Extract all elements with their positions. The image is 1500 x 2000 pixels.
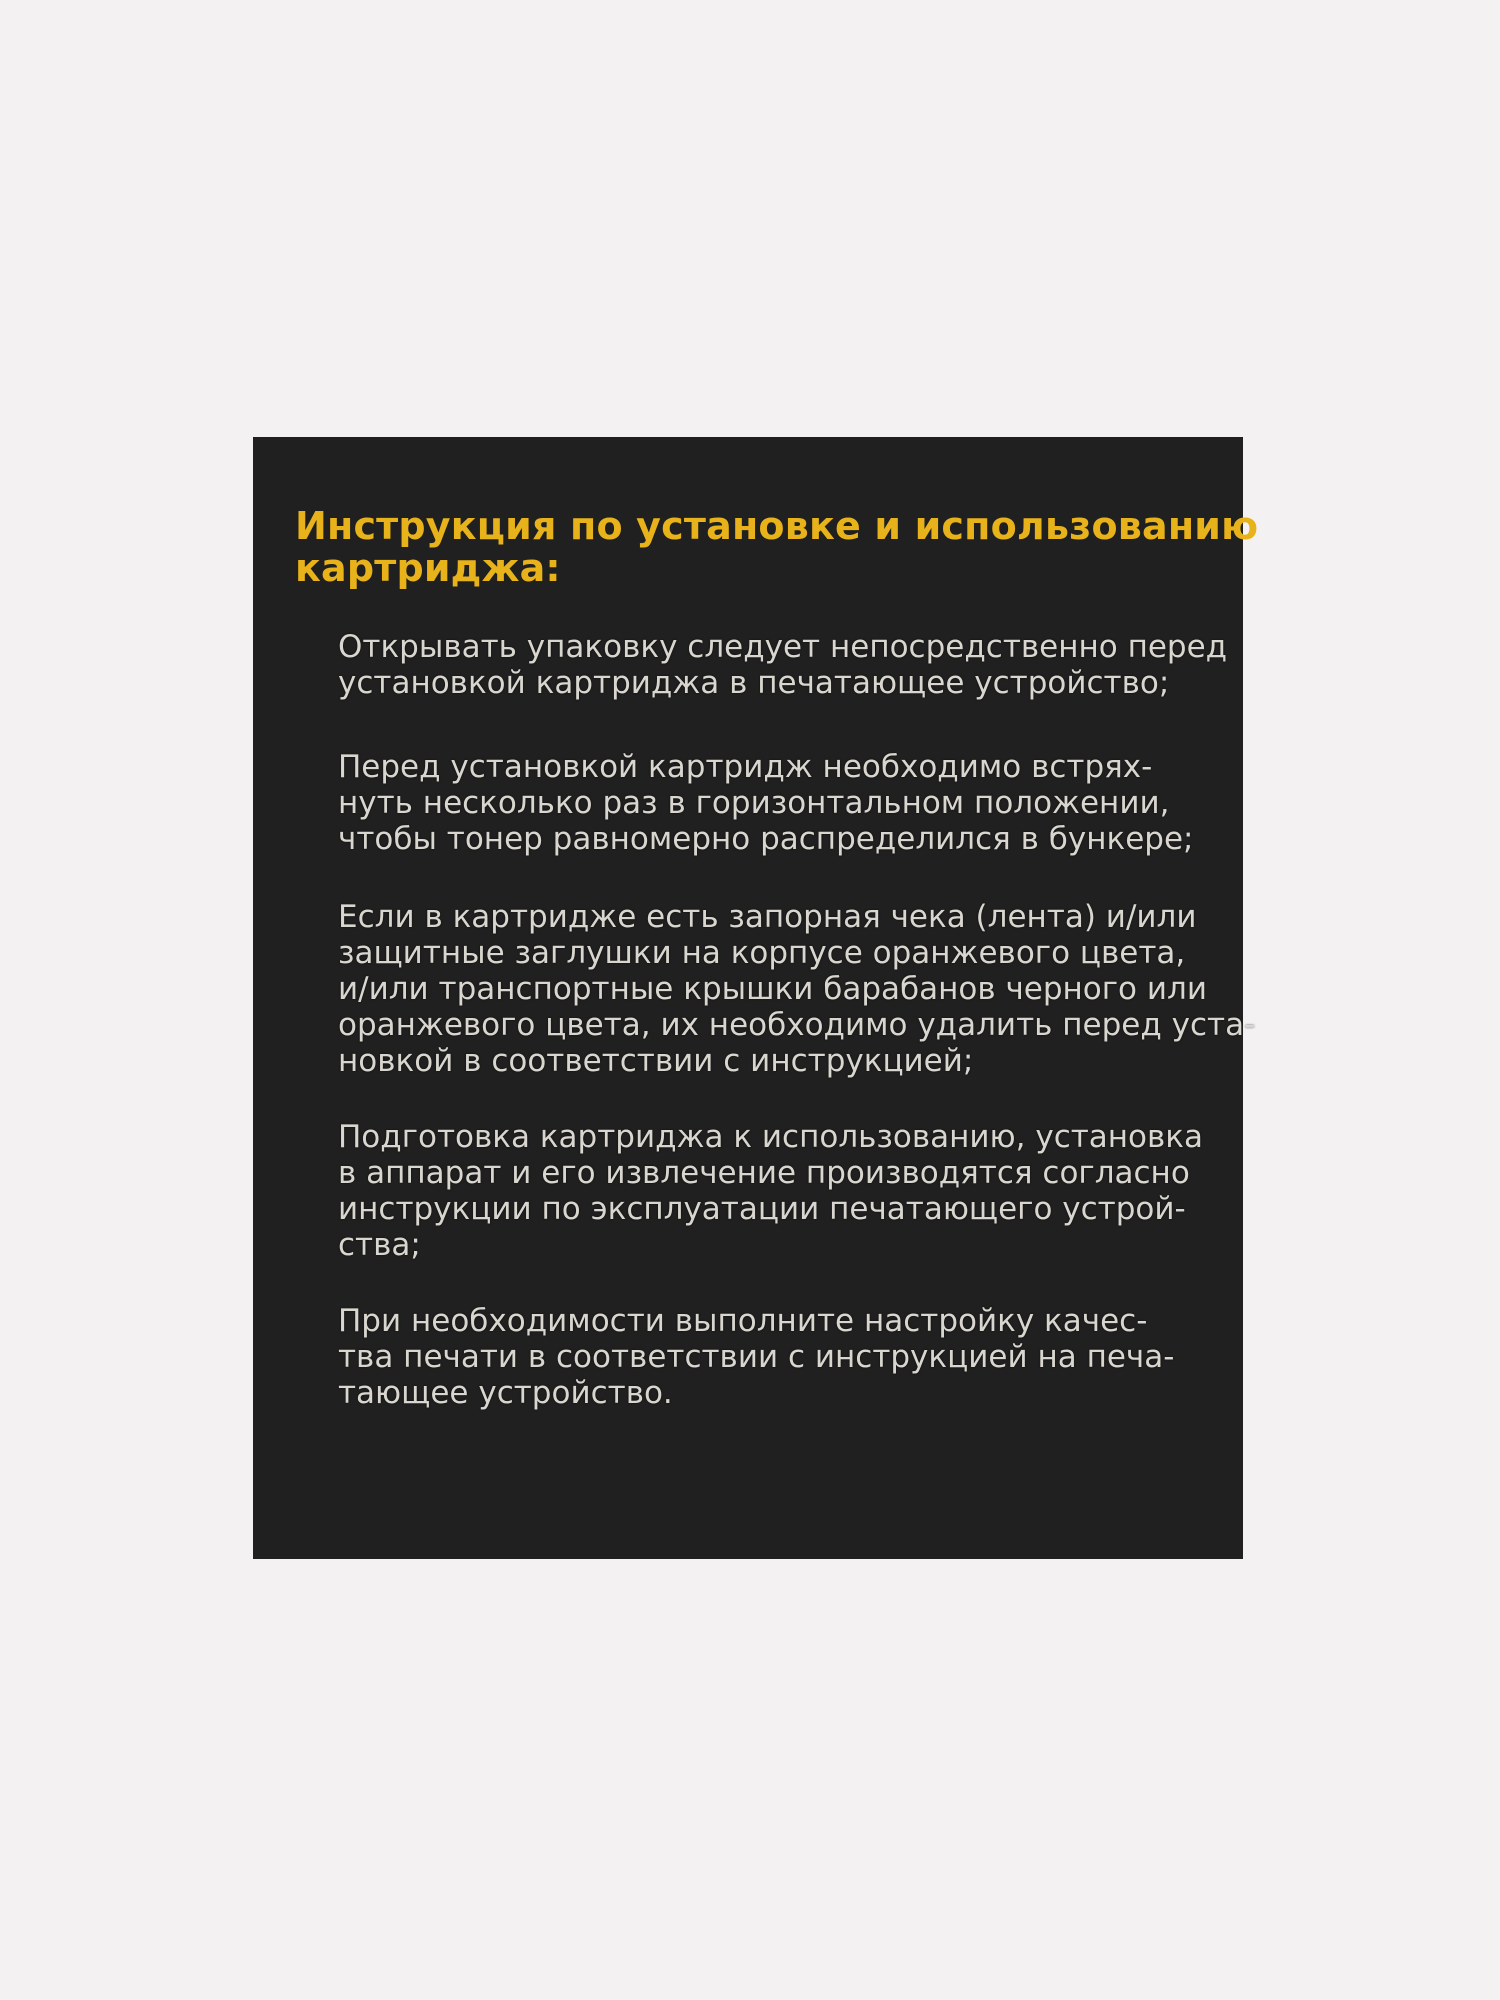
paragraph-line: нуть несколько раз в горизонтальном положении, <box>338 785 1170 821</box>
paragraph-line: тающее устройство. <box>338 1375 673 1411</box>
paragraph-line: чтобы тонер равномерно распределился в бункере; <box>338 821 1194 857</box>
paragraph-line: Перед установкой картридж необходимо встрях- <box>338 749 1153 785</box>
paragraph-line: в аппарат и его извлечение производятся согласно <box>338 1155 1190 1191</box>
paragraph-line: установкой картриджа в печатающее устройство; <box>338 665 1170 701</box>
paragraph-line: тва печати в соответствии с инструкцией на печа- <box>338 1339 1175 1375</box>
instruction-paragraph <box>338 899 1256 1079</box>
paragraph-line: защитные заглушки на корпусе оранжевого цвета, <box>338 935 1186 971</box>
instruction-title <box>295 504 1259 590</box>
title-line: Инструкция по установке и использованию <box>295 504 1259 548</box>
instruction-paragraph <box>338 1119 1204 1263</box>
instruction-paragraph <box>338 749 1198 857</box>
paragraph-line: новкой в соответствии с инструкцией; <box>338 1043 974 1079</box>
paragraph-line: и/или транспортные крышки барабанов черного или <box>338 971 1207 1007</box>
paragraph-line: ства; <box>338 1227 421 1263</box>
paragraph-line: Если в картридже есть запорная чека (лента) и/или <box>338 899 1197 935</box>
instruction-paragraph <box>338 629 1228 701</box>
paragraph-line: оранжевого цвета, их необходимо удалить перед уста- <box>338 1007 1256 1043</box>
instruction-paragraph <box>338 1303 1198 1411</box>
paragraph-line: Открывать упаковку следует непосредственно перед <box>338 629 1228 665</box>
paragraph-line: Подготовка картриджа к использованию, установка <box>338 1119 1204 1155</box>
paragraph-line: инструкции по эксплуатации печатающего устрой- <box>338 1191 1186 1227</box>
paragraph-line: При необходимости выполните настройку качес- <box>338 1303 1148 1339</box>
title-line: картриджа: <box>295 546 561 590</box>
instruction-panel <box>253 437 1259 1559</box>
